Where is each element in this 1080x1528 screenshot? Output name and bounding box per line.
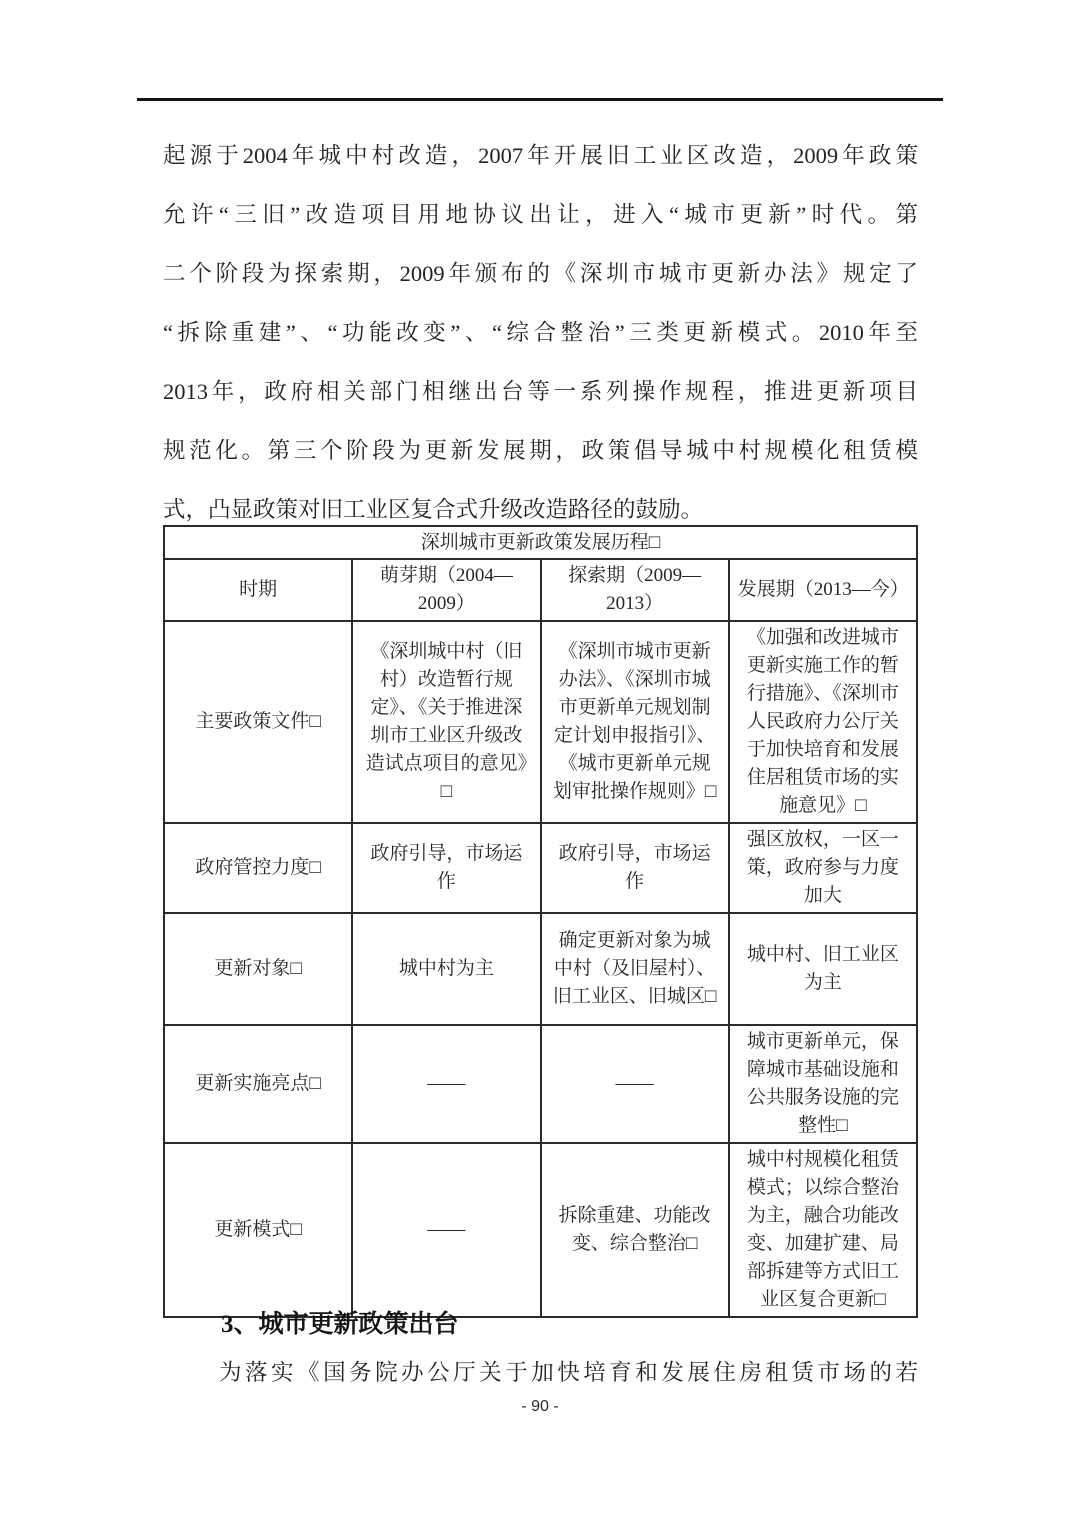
table-cell: 拆除重建、功能改变、综合整治□ <box>541 1143 729 1317</box>
policy-history-table <box>163 525 918 1318</box>
table-cell: 政府引导，市场运作 <box>541 823 729 913</box>
table-cell: 政府引导，市场运作 <box>352 823 540 913</box>
paragraph-line: 允许“三旧”改造项目用地协议出让，进入“城市更新”时代。第 <box>163 202 918 227</box>
table-header-row <box>164 559 917 621</box>
table-cell: 城市更新单元，保障城市基础设施和公共服务设施的完整性□ <box>729 1025 917 1143</box>
row-label: 更新对象□ <box>164 913 352 1025</box>
paragraph-line: 式，凸显政策对旧工业区复合式升级改造路径的鼓励。 <box>163 497 704 522</box>
paragraph-line: 2013年，政府相关部门相继出台等一系列操作规程，推进更新项目 <box>163 379 918 404</box>
table-cell: 《深圳城中村（旧村）改造暂行规定》、《关于推进深圳市工业区升级改造试点项目的意见》□ <box>352 621 540 823</box>
table-cell: 《深圳市城市更新办法》、《深圳市城市更新单元规划制定计划申报指引》、《城市更新单元规划审批操作规则》□ <box>541 621 729 823</box>
table-cell: 城中村、旧工业区为主 <box>729 913 917 1025</box>
table-cell: 强区放权，一区一策，政府参与力度加大 <box>729 823 917 913</box>
paragraph-line: “拆除重建”、“功能改变”、“综合整治”三类更新模式。2010年至 <box>163 320 918 345</box>
page-number: - 90 - <box>521 1398 559 1415</box>
table-row <box>164 1143 917 1317</box>
paragraph-line: 二个阶段为探索期，2009年颁布的《深圳市城市更新办法》规定了 <box>163 261 918 286</box>
table-cell: 城中村为主 <box>352 913 540 1025</box>
body-paragraph-1 <box>163 126 918 539</box>
header-cell-period: 时期 <box>164 559 352 621</box>
table-cell: 城中村规模化租赁模式；以综合整治为主，融合功能改变、加建扩建、局部拆建等方式旧工业区复合更新□ <box>729 1143 917 1317</box>
table-title: 深圳城市更新政策发展历程□ <box>164 526 917 559</box>
body-paragraph-2: 为落实《国务院办公厅关于加快培育和发展住房租赁市场的若 <box>219 1360 918 1385</box>
paragraph-line: 起源于2004年城中村改造，2007年开展旧工业区改造，2009年政策 <box>163 143 918 168</box>
table-row <box>164 823 917 913</box>
header-cell-germination: 萌芽期（2004—2009） <box>352 559 540 621</box>
paragraph-line: 规范化。第三个阶段为更新发展期，政策倡导城中村规模化租赁模 <box>163 438 918 463</box>
table-cell: 《加强和改进城市更新实施工作的暂行措施》、《深圳市人民政府力公厅关于加快培育和发展住居租赁市场的实施意见》□ <box>729 621 917 823</box>
table-cell: —— <box>352 1025 540 1143</box>
table-row <box>164 913 917 1025</box>
header-cell-exploration: 探索期（2009—2013） <box>541 559 729 621</box>
table-cell: —— <box>352 1143 540 1317</box>
row-label: 更新模式□ <box>164 1143 352 1317</box>
row-label: 主要政策文件□ <box>164 621 352 823</box>
row-label: 政府管控力度□ <box>164 823 352 913</box>
header-rule <box>137 98 943 101</box>
table-row <box>164 621 917 823</box>
header-cell-development: 发展期（2013—今） <box>729 559 917 621</box>
table-cell: —— <box>541 1025 729 1143</box>
table-title-row <box>164 526 917 559</box>
table-row <box>164 1025 917 1143</box>
table-cell: 确定更新对象为城中村（及旧屋村）、旧工业区、旧城区□ <box>541 913 729 1025</box>
section-heading: 3、城市更新政策出台 <box>221 1311 459 1338</box>
row-label: 更新实施亮点□ <box>164 1025 352 1143</box>
